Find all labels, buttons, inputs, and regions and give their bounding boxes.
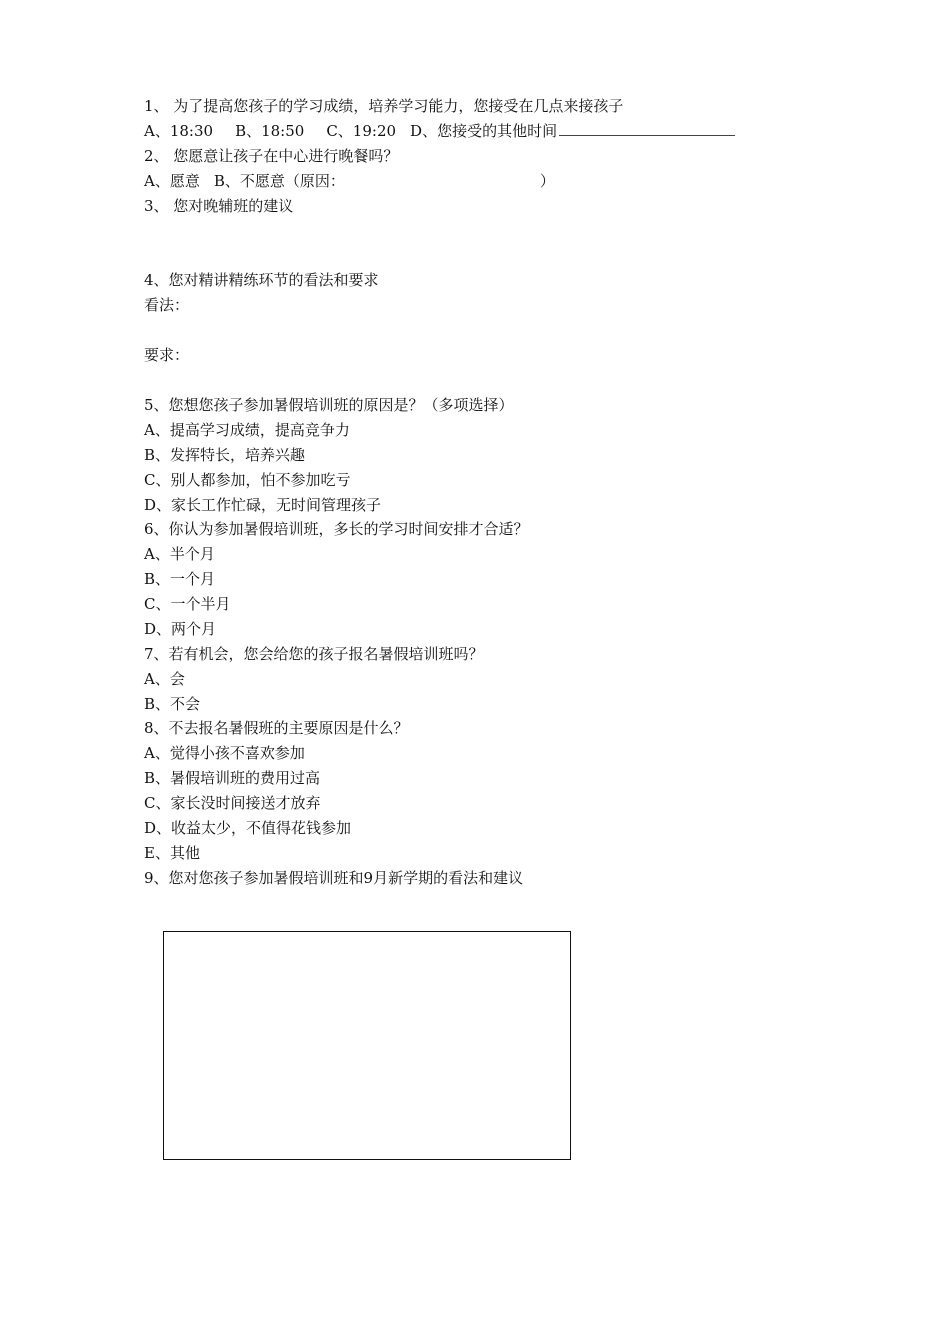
q4-question: 4、您对精讲精练环节的看法和要求 <box>144 271 379 289</box>
q6-option-c: C、一个半月 <box>144 595 231 613</box>
q2-option-a: A、愿意 <box>144 172 200 190</box>
q8-option-c: C、家长没时间接送才放弃 <box>144 794 321 812</box>
q8-question: 8、不去报名暑假班的主要原因是什么？ <box>144 719 409 737</box>
q5-option-a: A、提高学习成绩，提高竞争力 <box>144 421 350 439</box>
q1-question: 1、 为了提高您孩子的学习成绩，培养学习能力，您接受在几点来接孩子 <box>144 97 624 115</box>
q6-option-a: A、半个月 <box>144 545 215 563</box>
q9-answer-box[interactable] <box>163 931 571 1160</box>
q2-options <box>144 171 555 191</box>
q4-view-label: 看法： <box>144 296 190 314</box>
q6-question: 6、你认为参加暑假培训班，多长的学习时间安排才合适？ <box>144 520 529 538</box>
q8-option-a: A、觉得小孩不喜欢参加 <box>144 744 305 762</box>
q8-option-d: D、收益太少，不值得花钱参加 <box>144 819 352 837</box>
q8-option-b: B、暑假培训班的费用过高 <box>144 769 321 787</box>
q9-question: 9、您对您孩子参加暑假培训班和9月新学期的看法和建议 <box>144 869 524 887</box>
q7-option-a: A、会 <box>144 670 185 688</box>
q1-option-c: C、19:20 <box>326 122 397 140</box>
q2-option-b: B、不愿意（原因： <box>213 172 345 190</box>
q1-option-b: B、18:50 <box>235 122 305 140</box>
q5-option-c: C、别人都参加，怕不参加吃亏 <box>144 471 351 489</box>
q5-question: 5、您想您孩子参加暑假培训班的原因是？（多项选择） <box>144 396 514 414</box>
q8-option-e: E、其他 <box>144 844 200 862</box>
q6-option-b: B、一个月 <box>144 570 216 588</box>
q5-option-d: D、家长工作忙碌，无时间管理孩子 <box>144 496 382 514</box>
q7-option-b: B、不会 <box>144 695 201 713</box>
q5-option-b: B、发挥特长，培养兴趣 <box>144 446 306 464</box>
q2-close-paren: ） <box>539 172 555 190</box>
q3-question: 3、 您对晚辅班的建议 <box>144 197 294 215</box>
q7-question: 7、若有机会，您会给您的孩子报名暑假培训班吗？ <box>144 645 484 663</box>
q2-question: 2、 您愿意让孩子在中心进行晚餐吗？ <box>144 147 399 165</box>
q6-option-d: D、两个月 <box>144 620 217 638</box>
q1-options <box>144 121 735 141</box>
q1-other-time-blank[interactable] <box>559 121 735 136</box>
q1-option-d: D、您接受的其他时间 <box>410 122 558 140</box>
q1-option-a: A、18:30 <box>144 122 214 140</box>
q4-request-label: 要求： <box>144 346 190 364</box>
